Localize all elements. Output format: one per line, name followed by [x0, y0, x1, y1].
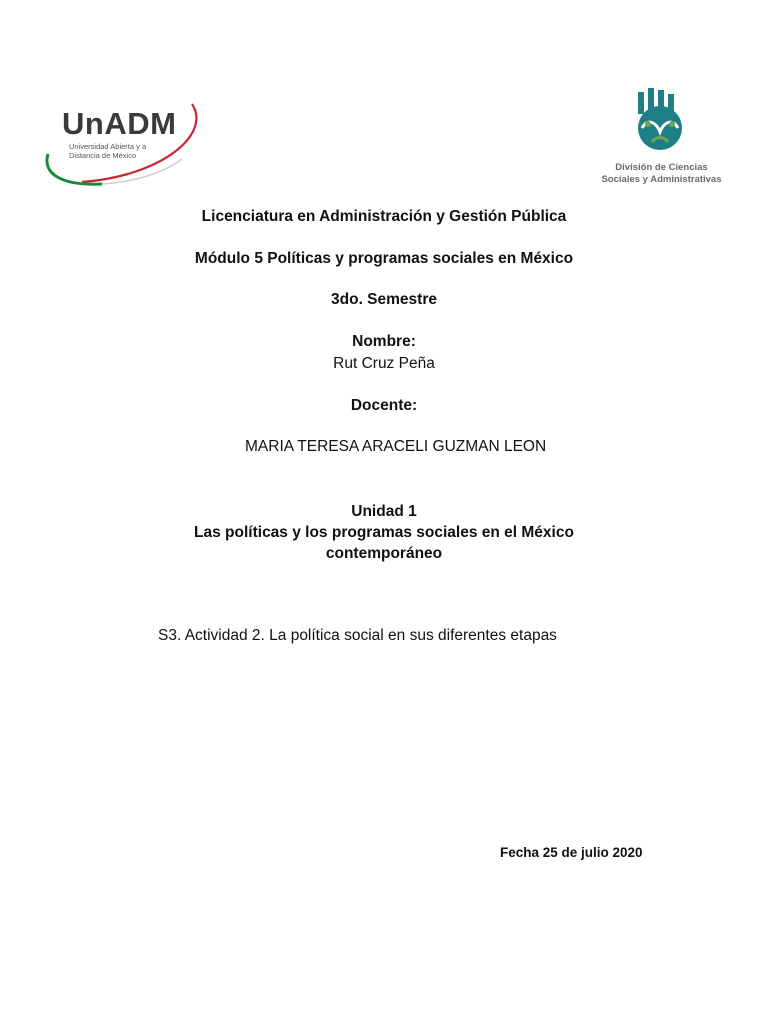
- teacher-value: MARIA TERESA ARACELI GUZMAN LEON: [245, 438, 547, 455]
- unadm-brand-text: UnADM: [62, 106, 177, 141]
- unit-label: Unidad 1: [351, 503, 417, 520]
- unadm-logo: [42, 94, 204, 190]
- date: Fecha 25 de julio 2020: [500, 845, 643, 860]
- dcsa-label: División de Ciencias Sociales y Administrativas: [601, 162, 722, 185]
- activity-title: S3. Actividad 2. La política social en sus diferentes etapas: [158, 627, 557, 644]
- module-title: Módulo 5 Políticas y programas sociales en México: [194, 250, 574, 267]
- dcsa-emblem-icon: [628, 88, 692, 154]
- unit-title-line2: contemporáneo: [325, 545, 443, 562]
- dcsa-logo: [584, 88, 739, 193]
- teacher-label: Docente:: [350, 397, 418, 414]
- name-value: Rut Cruz Peña: [333, 355, 435, 372]
- program-title: Licenciatura en Administración y Gestión Pública: [201, 208, 567, 225]
- name-label: Nombre:: [352, 333, 416, 350]
- unit-title-line1: Las políticas y los programas sociales en el México: [194, 524, 574, 541]
- unadm-subtitle: Universidad Abierta y a Distancia de México: [69, 142, 147, 160]
- semester: 3do. Semestre: [331, 291, 437, 308]
